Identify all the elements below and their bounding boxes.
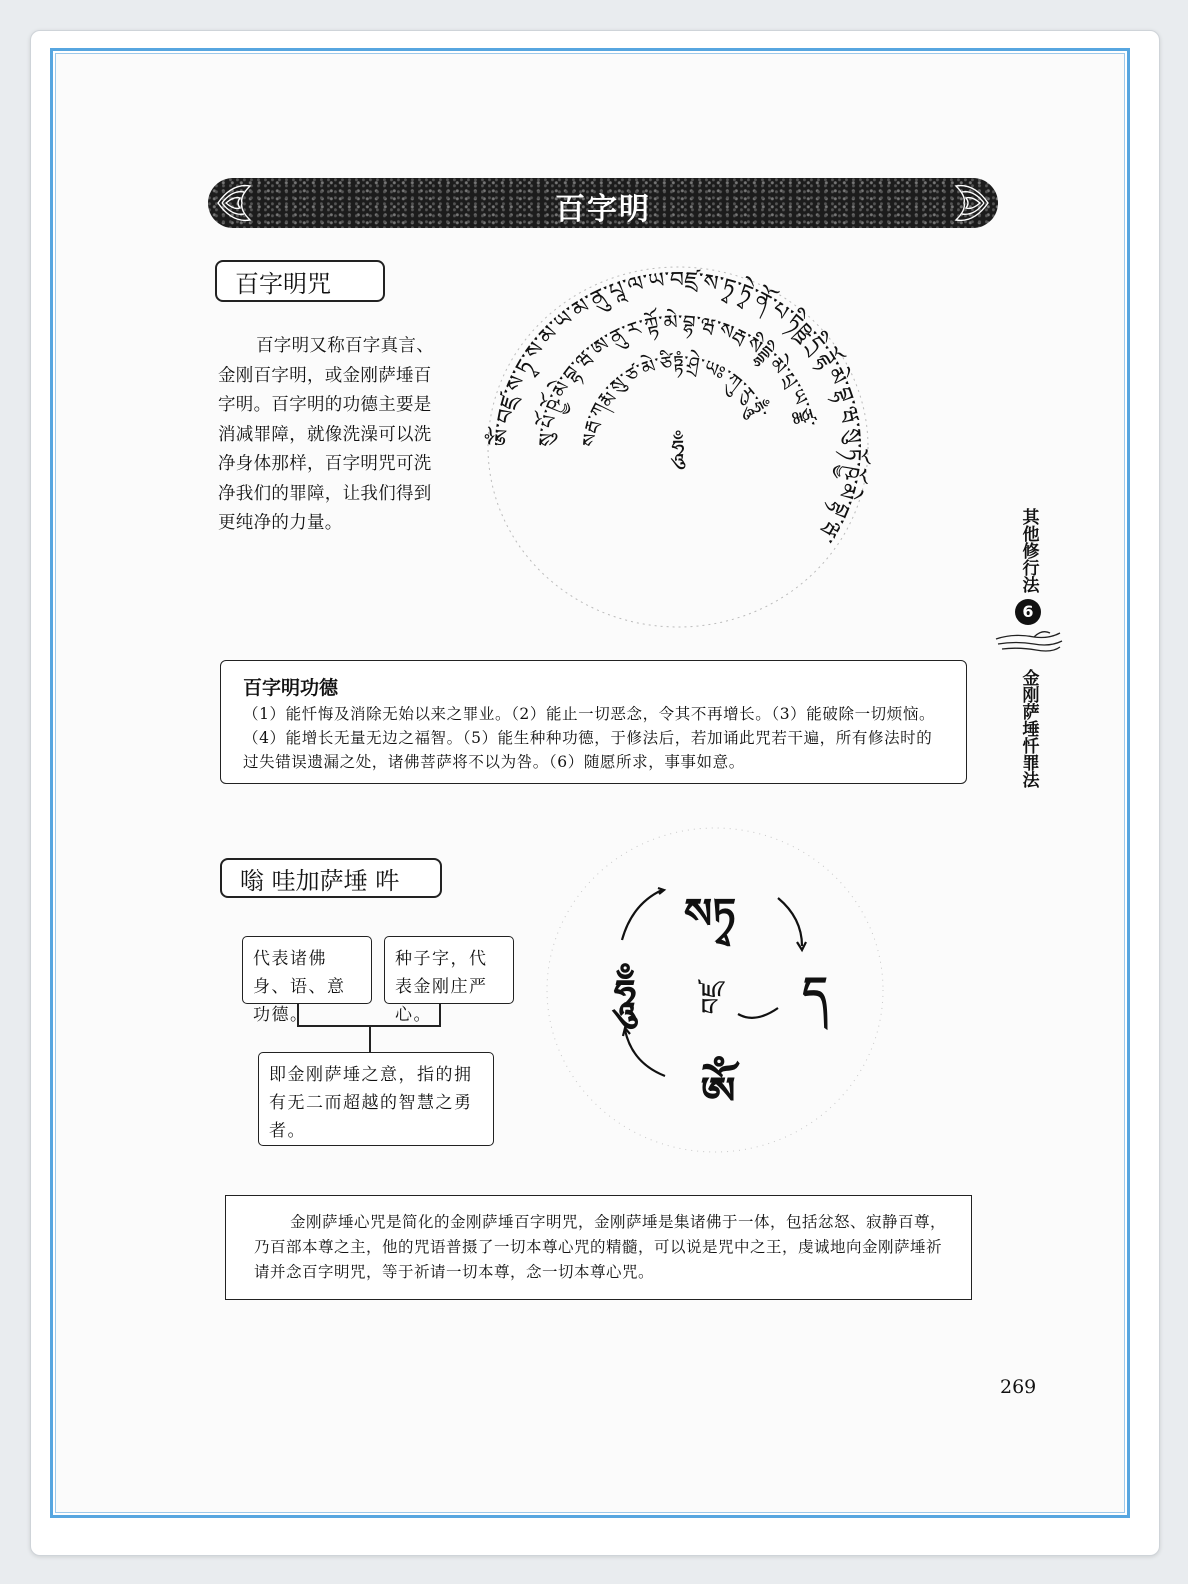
merit-text: （1）能忏悔及消除无始以来之罪业。（2）能止一切恶念，令其不再增长。（3）能破除一切烦恼。（4）能增长无量无边之福智。（5）能生种种功德，于修法后，若加诵此咒若干遍，所有修法时的过失错误遗漏之处，诸佛菩萨将不以为咎。（6）随愿所求，事事如意。 bbox=[243, 705, 936, 771]
connector-lines bbox=[290, 1004, 450, 1054]
page-title: 百字明 bbox=[555, 192, 651, 227]
seed-syllable-top: སཏྭ bbox=[683, 889, 737, 938]
lotus-ornament-right-icon bbox=[948, 178, 994, 228]
intro-paragraph bbox=[218, 332, 440, 539]
chapter-side-tab bbox=[1012, 508, 1044, 788]
seed-syllable-wheel bbox=[540, 818, 890, 1158]
title-banner bbox=[208, 178, 998, 228]
seed-syllable-center: བཛྲ bbox=[697, 981, 727, 1015]
offering-hand-icon bbox=[994, 627, 1064, 655]
summary-box bbox=[225, 1195, 972, 1300]
arrow-arc-top-left bbox=[622, 890, 662, 940]
chapter-title: 其他修行法 bbox=[1018, 508, 1039, 593]
seed-syllable-bottom: ཨོཾ bbox=[700, 1068, 736, 1119]
mantra-outer-ring: ཨོཾ་བཛྲ་ས་ཏྭ་ས་མ་ཡ་མ་ནུ་པཱ་ལ་ཡ་བཛྲ་ས་ཏྭ་ཏྭེ་ནོ་པ་ཏིཥྛ་དྲི་ཌྷོ་མེ་བྷ་ཝ་སུ་ཏོ་ཥྱོ་མེ་བྷ་ཝ་ bbox=[490, 267, 866, 547]
arrow-arc-bottom-left bbox=[625, 1030, 665, 1076]
seed-syllable-right: ད bbox=[802, 968, 828, 1019]
section-label-heart-mantra bbox=[220, 858, 442, 898]
page-number: 269 bbox=[1000, 1376, 1037, 1398]
intro-text: 百字明又称百字真言、金刚百字明，或金刚萨埵百字明。百字明的功德主要是消减罪障，就像洗澡可以洗净身体那样，百字明咒可洗净我们的罪障，让我们得到更纯净的力量。 bbox=[218, 336, 434, 533]
hundred-syllable-mantra-wheel bbox=[478, 262, 878, 632]
section-title: 金刚萨埵忏罪法 bbox=[1018, 669, 1039, 788]
merit-box bbox=[220, 660, 967, 784]
section-label-text: 百字明咒 bbox=[235, 269, 331, 298]
explanation-box-left: 代表诸佛身、语、意功德。 bbox=[242, 936, 372, 1004]
seed-syllable-left: ཧཱུྃ bbox=[613, 972, 637, 1018]
explanation-box-bottom: 即金刚萨埵之意，指的拥有无二而超越的智慧之勇者。 bbox=[258, 1052, 494, 1146]
summary-text: 金刚萨埵心咒是简化的金刚萨埵百字明咒，金刚萨埵是集诸佛于一体，包括忿怒、寂静百尊，乃百部本尊之主，他的咒语普摄了一切本尊心咒的精髓，可以说是咒中之王，虔诚地向金刚萨埵祈请并念百字明咒，等于祈请一切本尊，念一切本尊心咒。 bbox=[254, 1213, 947, 1281]
merit-title: 百字明功德 bbox=[243, 677, 339, 699]
mantra-center-syllable: ཧཱུྃ bbox=[671, 435, 685, 463]
chapter-number-badge: 6 bbox=[1015, 599, 1041, 625]
explanation-box-right: 种子字，代表金刚庄严心。 bbox=[384, 936, 514, 1004]
mantra-middle-ring: སུ་པོ་ཥྱོ་མེ་བྷ་ཝ་ཨ་ནུ་ར་ཀྟོ་མེ་བྷ་ཝ་སརྦ་སིདྡྷི་མེ་པྲ་ཡ་ཙྪ་ bbox=[533, 309, 821, 448]
mantra-inner-ring: སརྦ་ཀརྨ་སུ་ཙ་མེ་ཙིཏྟཾ་ཤྲེ་ཡཿ་ཀུ་རུ་ཧཱུྃ་ bbox=[578, 351, 771, 448]
arrow-arc-top-right bbox=[778, 898, 802, 946]
section-label-text: 嗡 哇加萨埵 吽 bbox=[240, 866, 400, 895]
arrow-arc-right bbox=[738, 1008, 778, 1018]
section-label-hundred-syllable-mantra bbox=[215, 260, 385, 302]
